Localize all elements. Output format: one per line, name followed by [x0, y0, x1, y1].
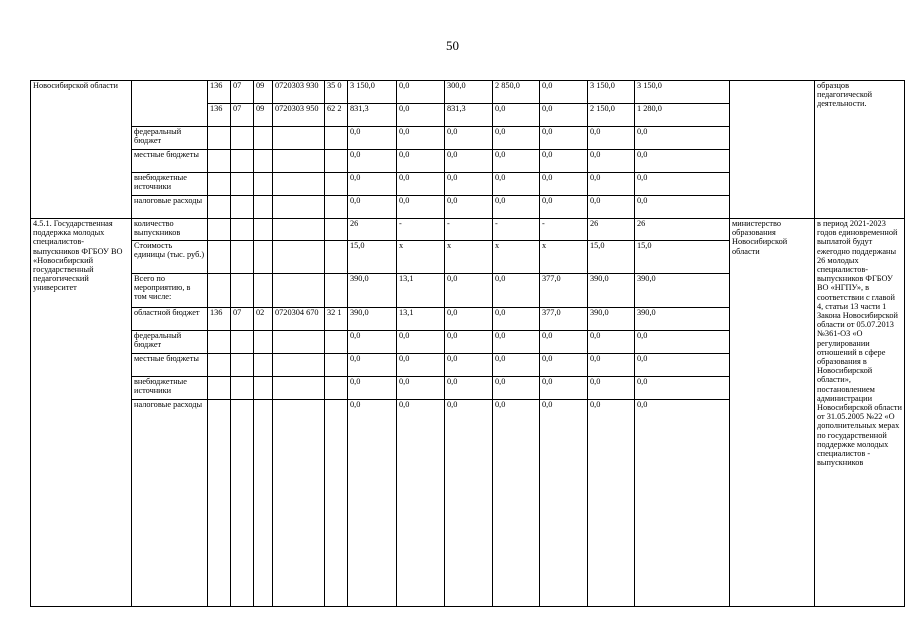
table-cell: 0,0 — [445, 173, 493, 196]
table-cell: 0,0 — [397, 400, 445, 607]
table-cell: 15,0 — [348, 241, 397, 274]
table-cell: 0720303 950 — [273, 104, 325, 127]
empty-cell — [273, 377, 325, 400]
table-cell: - — [493, 219, 540, 241]
empty-cell — [254, 400, 273, 607]
table-cell: 0,0 — [588, 127, 635, 150]
measure-name-cell: 4.5.1. Государственная поддержка молодых специалистов-выпускников ФГБОУ ВО «Новосибирский государственный педагогический университет — [31, 219, 132, 607]
table-cell: 0,0 — [588, 173, 635, 196]
table-cell: 390,0 — [635, 274, 730, 308]
page-number: 50 — [446, 38, 459, 53]
empty-cell — [208, 219, 231, 241]
table-cell: 0,0 — [397, 81, 445, 104]
table-cell: 0,0 — [635, 196, 730, 219]
table-cell: 0,0 — [348, 331, 397, 354]
table-cell: 26 — [348, 219, 397, 241]
table-cell: 0,0 — [588, 400, 635, 607]
table-cell: - — [540, 219, 588, 241]
table-cell: 0,0 — [588, 150, 635, 173]
table-cell: 0,0 — [493, 127, 540, 150]
table-cell: 0,0 — [397, 104, 445, 127]
executor-cell: министерство образования Новосибирской области — [730, 219, 815, 607]
empty-cell — [254, 127, 273, 150]
table-row — [31, 81, 905, 104]
table-cell: 0,0 — [445, 150, 493, 173]
table-cell: 0,0 — [397, 127, 445, 150]
empty-cell — [273, 331, 325, 354]
table-cell: 831,3 — [348, 104, 397, 127]
empty-cell — [325, 219, 348, 241]
table-cell: 3 150,0 — [348, 81, 397, 104]
empty-cell — [325, 377, 348, 400]
empty-cell — [254, 196, 273, 219]
table-cell: 377,0 — [540, 308, 588, 331]
source-label — [132, 81, 208, 127]
empty-cell — [231, 196, 254, 219]
empty-cell — [273, 150, 325, 173]
table-cell: 0,0 — [445, 274, 493, 308]
table-cell: 3 150,0 — [588, 81, 635, 104]
table-cell: 0,0 — [540, 400, 588, 607]
table-cell: 07 — [231, 81, 254, 104]
empty-cell — [273, 196, 325, 219]
table-cell: 300,0 — [445, 81, 493, 104]
table-cell: 0,0 — [493, 196, 540, 219]
table-cell: 136 — [208, 308, 231, 331]
source-label: налоговые расходы — [132, 196, 208, 219]
empty-cell — [273, 354, 325, 377]
table-cell: 0,0 — [540, 354, 588, 377]
table-cell: 32 1 — [325, 308, 348, 331]
empty-cell — [325, 400, 348, 607]
empty-cell — [273, 173, 325, 196]
table-cell: 09 — [254, 104, 273, 127]
table-cell: 0,0 — [348, 150, 397, 173]
table-cell: 0,0 — [635, 127, 730, 150]
empty-cell — [254, 274, 273, 308]
table-cell: 2 850,0 — [493, 81, 540, 104]
source-label: местные бюджеты — [132, 354, 208, 377]
table-cell: 0,0 — [493, 308, 540, 331]
empty-cell — [231, 354, 254, 377]
empty-cell — [231, 274, 254, 308]
empty-cell — [325, 241, 348, 274]
table-cell: 0,0 — [348, 127, 397, 150]
table-cell: - — [397, 219, 445, 241]
table-cell: 390,0 — [348, 274, 397, 308]
table-cell: - — [445, 219, 493, 241]
empty-cell — [325, 196, 348, 219]
source-label: Стоимость единицы (тыс. руб.) — [132, 241, 208, 274]
empty-cell — [325, 354, 348, 377]
table-cell: 0,0 — [445, 400, 493, 607]
empty-cell — [254, 150, 273, 173]
table-cell: 0,0 — [445, 354, 493, 377]
program-name-cell: Новосибирской области — [31, 81, 132, 219]
table-cell: 0,0 — [493, 331, 540, 354]
table-cell: 0,0 — [445, 127, 493, 150]
table-cell: 0,0 — [540, 127, 588, 150]
table-cell: 26 — [635, 219, 730, 241]
table-cell: 0720303 930 — [273, 81, 325, 104]
table-cell: 0,0 — [348, 196, 397, 219]
table-cell: 3 150,0 — [635, 81, 730, 104]
table-row — [31, 219, 905, 241]
table-cell: 0,0 — [540, 377, 588, 400]
description-cell: в период 2021-2023 годов единовременной выплатой будут ежегодно поддержаны 26 молодых специалистов-выпускников ФГБОУ ВО «НГПУ», в соответствии с главой 4, статьи 13 части 1 Закона Новосибирской области от 05.07.2013 №361-ОЗ «О регулировании отношений в сфере образования в Новосибирской области», постановлением администрации Новосибирской области от 31.05.2005 №22 «О дополнительных мерах по государственной поддержке молодых специалистов - выпускников — [815, 219, 905, 607]
empty-cell — [325, 331, 348, 354]
table-cell: 0,0 — [493, 354, 540, 377]
table-cell: 35 0 — [325, 81, 348, 104]
table-cell: 390,0 — [588, 274, 635, 308]
empty-cell — [208, 150, 231, 173]
empty-cell — [208, 331, 231, 354]
table-cell: 0,0 — [397, 331, 445, 354]
table-cell: 0,0 — [445, 308, 493, 331]
empty-cell — [254, 331, 273, 354]
table-cell: 0,0 — [540, 196, 588, 219]
empty-cell — [273, 127, 325, 150]
empty-cell — [208, 377, 231, 400]
table-cell: 13,1 — [397, 274, 445, 308]
empty-cell — [231, 377, 254, 400]
table-cell: 390,0 — [348, 308, 397, 331]
empty-cell — [254, 354, 273, 377]
table-cell: 0,0 — [493, 104, 540, 127]
table-cell: 0,0 — [348, 354, 397, 377]
empty-cell — [273, 241, 325, 274]
empty-cell — [325, 274, 348, 308]
table-cell: 0,0 — [588, 377, 635, 400]
source-label: областной бюджет — [132, 308, 208, 331]
table-cell: 0,0 — [348, 173, 397, 196]
table-cell: 13,1 — [397, 308, 445, 331]
table-cell: 0720304 670 — [273, 308, 325, 331]
empty-cell — [273, 274, 325, 308]
empty-cell — [208, 196, 231, 219]
table-cell: 0,0 — [397, 377, 445, 400]
empty-cell — [231, 400, 254, 607]
table-cell: 0,0 — [493, 274, 540, 308]
description-cell: образцов педагогической деятельности. — [815, 81, 905, 219]
table-cell: 07 — [231, 308, 254, 331]
table-cell: 26 — [588, 219, 635, 241]
table-cell: 0,0 — [540, 150, 588, 173]
table-cell: х — [397, 241, 445, 274]
table-cell: 0,0 — [540, 331, 588, 354]
table-cell: 0,0 — [588, 196, 635, 219]
source-label: налоговые расходы — [132, 400, 208, 607]
empty-cell — [325, 150, 348, 173]
table-cell: 09 — [254, 81, 273, 104]
empty-cell — [231, 127, 254, 150]
table-cell: 0,0 — [540, 173, 588, 196]
empty-cell — [208, 274, 231, 308]
table-cell: 0,0 — [445, 377, 493, 400]
table-cell: х — [493, 241, 540, 274]
table-cell: 02 — [254, 308, 273, 331]
empty-cell — [325, 127, 348, 150]
table-cell: 831,3 — [445, 104, 493, 127]
table-cell: 0,0 — [493, 377, 540, 400]
source-label: федеральный бюджет — [132, 127, 208, 150]
empty-cell — [231, 150, 254, 173]
table-cell: 15,0 — [588, 241, 635, 274]
table-cell: 0,0 — [635, 331, 730, 354]
table-cell: 62 2 — [325, 104, 348, 127]
table-cell: х — [445, 241, 493, 274]
table-cell: 0,0 — [397, 150, 445, 173]
empty-cell — [208, 173, 231, 196]
table-cell: 0,0 — [635, 400, 730, 607]
table-cell: 136 — [208, 81, 231, 104]
empty-cell — [273, 400, 325, 607]
table-cell: 1 280,0 — [635, 104, 730, 127]
table-cell: 2 150,0 — [588, 104, 635, 127]
source-label: Всего по мероприятию, в том числе: — [132, 274, 208, 308]
budget-table — [30, 80, 905, 607]
table-cell: 0,0 — [397, 354, 445, 377]
empty-cell — [231, 331, 254, 354]
table-cell: 136 — [208, 104, 231, 127]
table-cell: х — [540, 241, 588, 274]
table-cell: 0,0 — [635, 354, 730, 377]
source-label: количество выпускников — [132, 219, 208, 241]
table-cell: 0,0 — [493, 400, 540, 607]
table-cell: 0,0 — [540, 104, 588, 127]
empty-cell — [208, 400, 231, 607]
table-cell: 0,0 — [397, 173, 445, 196]
empty-cell — [208, 354, 231, 377]
table-cell: 0,0 — [493, 173, 540, 196]
table-cell: 0,0 — [493, 150, 540, 173]
source-label: внебюджетные источники — [132, 173, 208, 196]
empty-cell — [273, 219, 325, 241]
table-cell: 0,0 — [348, 377, 397, 400]
table-cell: 15,0 — [635, 241, 730, 274]
empty-cell — [254, 241, 273, 274]
table-cell: 0,0 — [588, 331, 635, 354]
table-cell: 0,0 — [540, 81, 588, 104]
table-cell: 390,0 — [588, 308, 635, 331]
table-cell: 07 — [231, 104, 254, 127]
empty-cell — [208, 241, 231, 274]
table-cell: 0,0 — [445, 196, 493, 219]
empty-cell — [325, 173, 348, 196]
table-cell: 0,0 — [445, 331, 493, 354]
empty-cell — [231, 173, 254, 196]
table-cell: 390,0 — [635, 308, 730, 331]
table-cell: 0,0 — [635, 377, 730, 400]
empty-cell — [254, 173, 273, 196]
table-cell: 0,0 — [348, 400, 397, 607]
table-cell: 0,0 — [635, 150, 730, 173]
empty-cell — [254, 377, 273, 400]
empty-cell — [231, 219, 254, 241]
executor-cell — [730, 81, 815, 219]
source-label: федеральный бюджет — [132, 331, 208, 354]
table-cell: 0,0 — [397, 196, 445, 219]
empty-cell — [231, 241, 254, 274]
source-label: внебюджетные источники — [132, 377, 208, 400]
table-cell: 377,0 — [540, 274, 588, 308]
table-cell: 0,0 — [588, 354, 635, 377]
table-cell: 0,0 — [635, 173, 730, 196]
empty-cell — [254, 219, 273, 241]
source-label: местные бюджеты — [132, 150, 208, 173]
empty-cell — [208, 127, 231, 150]
